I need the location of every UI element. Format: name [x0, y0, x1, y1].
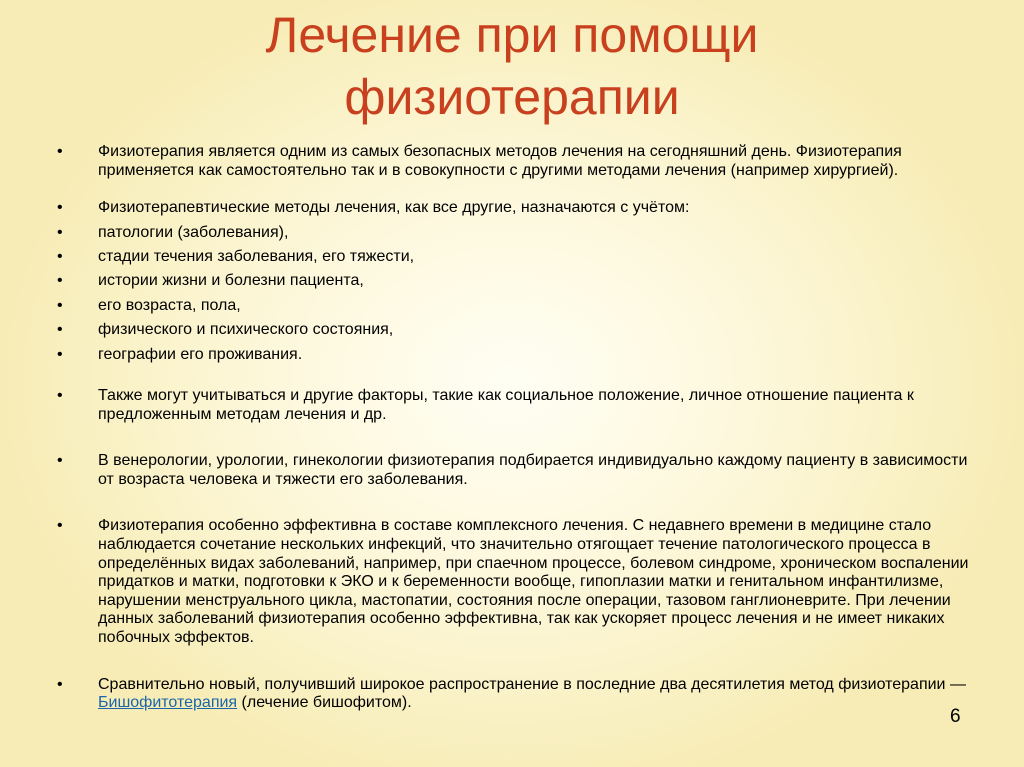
bullet-icon: • [57, 223, 63, 241]
bullet-icon: • [57, 452, 63, 470]
list-item [57, 517, 977, 647]
bullet-icon: • [57, 345, 63, 363]
list-item [57, 676, 977, 713]
paragraph-text: Также могут учитываться и другие факторы, такие как социальное положение, личное отношение пациента к предложенным методам лечения и др. [98, 387, 914, 423]
bullet-icon: • [57, 199, 63, 217]
paragraph-text [98, 676, 977, 713]
page-number: 6 [950, 706, 961, 727]
factor-text: патологии (заболевания), [98, 223, 289, 241]
paragraph-text: Физиотерапия особенно эффективна в составе комплексного лечения. С недавнего времени в медицине стало наблюдается сочетание нескольких инфекций, что значительно отягощает течение патологического процесса в определённых видах заболеваний, например, при спаечном процессе, болевом синдроме, хроническом воспалении придатков и матки, подготовки к ЭКО и к беременности вообще, гипоплазии матки и генитальном инфантилизме, нарушении менструального цикла, мастопатии, состояния после операции, тазовом ганглионеврите. При лечении данных заболеваний физиотерапия особенно эффективна, так как ускоряет процесс лечения и не имеет никаких побочных эффектов. [98, 517, 969, 646]
bullet-icon: • [57, 296, 63, 314]
factor-text: физического и психического состояния, [98, 321, 394, 339]
list-item [57, 245, 977, 269]
bullet-icon: • [57, 675, 63, 693]
bullet-icon: • [57, 387, 63, 405]
slide-title-line-2: физиотерапии [344, 69, 680, 125]
bullet-icon: • [57, 272, 63, 290]
list-item [57, 387, 977, 424]
bullet-icon: • [57, 248, 63, 265]
bullet-icon: • [57, 321, 63, 339]
list-item [57, 196, 977, 220]
list-item [57, 221, 977, 245]
list-item [57, 318, 977, 342]
list-item [57, 343, 977, 367]
factor-text: стадии течения заболевания, его тяжести, [98, 248, 415, 265]
bullet-list [57, 143, 977, 713]
list-item [57, 294, 977, 318]
paragraph-text: Физиотерапевтические методы лечения, как все другие, назначаются с учётом: [98, 199, 690, 217]
paragraph-text-start: Сравнительно новый, получивший широкое распространение в последние два десятилетия метод физиотерапии — [98, 675, 966, 693]
paragraph-text-end: (лечение бишофитом). [237, 694, 412, 712]
paragraph-text: В венерологии, урологии, гинекологии физиотерапия подбирается индивидуально каждому пациенту в зависимости от возраста человека и тяжести его заболевания. [98, 452, 968, 488]
factor-text: географии его проживания. [98, 345, 303, 363]
bishofitotherapy-link[interactable]: Бишофитотерапия [98, 694, 238, 712]
paragraph-text: Физиотерапия является одним из самых безопасных методов лечения на сегодняшний день. Физиотерапия применяется как самостоятельно так и в совокупности с другими методами лечения (например хирургией). [98, 143, 902, 179]
bullet-icon: • [57, 517, 63, 535]
list-item [57, 143, 977, 180]
factor-text: его возраста, пола, [98, 296, 241, 314]
list-item [57, 269, 977, 293]
bullet-icon: • [57, 143, 63, 160]
list-item [57, 452, 977, 489]
slide-title [0, 4, 1024, 128]
slide-title-line-1: Лечение при помощи [265, 7, 759, 63]
factor-text: истории жизни и болезни пациента, [98, 272, 364, 290]
